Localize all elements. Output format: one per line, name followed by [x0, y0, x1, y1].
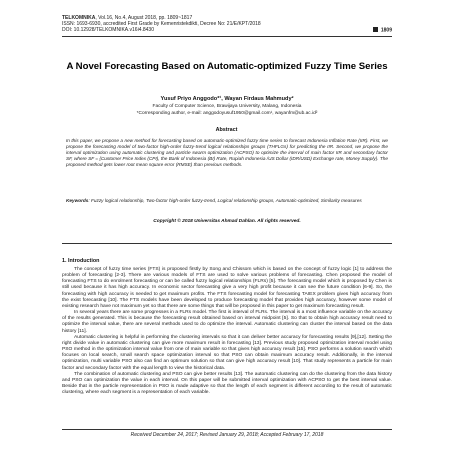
page-number — [373, 27, 392, 34]
affiliation: Faculty of Computer Science, Brawijaya University, Malang, Indonesia — [152, 104, 302, 109]
copyright-line: Copyright © 2018 Universitas Ahmad Dahlan. All rights reserved. — [153, 219, 301, 224]
correspondence: *Corresponding author, e-mail: anggodoyusuf1950@gmail.com¹, wayanfm@ub.ac.id² — [136, 111, 318, 116]
received-dates: Received December 24, 2017; Revised January 29, 2018; Accepted February 17, 2018 — [130, 432, 324, 438]
body-text — [62, 267, 392, 396]
doi-line: DOI: 10.12928/TELKOMNIKA.v16i4.8430 — [62, 27, 154, 34]
keywords-text: : Fuzzy logical relationship, Two-factor high-order fuzzy-trend, Logical relationship groups, Automatic-optimized, Similarity measures — [88, 198, 362, 203]
paper-title: A Novel Forecasting Based on Automatic-optimized Fuzzy Time Series — [66, 61, 388, 72]
paper-authors: Yusuf Priyo Anggodo*¹, Wayan Firdaus Mahmudy² — [160, 96, 294, 102]
keywords-label: Keywords — [66, 198, 89, 203]
journal-header — [62, 15, 392, 34]
page-number-text: 1809 — [380, 27, 392, 34]
doi-row — [62, 27, 392, 33]
paragraph: In several years there are some progresses in a FLRs model. The first is interval of FLRs. The interval is a most influence variable on the accuracy of the results generated. This is because the forecasting result obtained based on interval midpoint [5]. So that to obtain high accuracy result need to optimize the interval value, there are several methods used to do optimize the interval. Automatic clustering can cluster the interval based on the data history [11]. — [62, 310, 392, 334]
paragraph: Automatic clustering is helpful in performing the clustering intervals so that it can deliver better accuracy for forecasting results [9],[12]. Setting the right divide value in automatic clustering can give more maximum result in forecasting [13]. Previous study proposed optimization interval model using PSO method in the optimization interval value from one of main variable so that gives high accuracy result [15]. PSO performs a solution search which focuses on local search, small search space optimization interval so that PSO can obtain maximum accuracy result. Additionally, in the interval optimization, multi variable PSO also can find an optimum solution so that can give high accuracy result [10]. That study represents a particle for main factor and secondary factor with the equal length to view the historical data. — [62, 334, 392, 371]
journal-name: TELKOMNIKA — [62, 15, 96, 21]
paragraph: The combination of automatic clustering and PSO can give better results [13]. The automatic clustering can do the clustering from the data history and PSO can optimization the value in each interval. On this paper will be submitted interval optimization with ACPSO to get the best interval value. Beside that in the particle representation in PSO is made adaptive so that the length of each segment is different according to the result of automatic clustering, where each segment is a representation of each variable. — [62, 371, 392, 396]
abstract-heading: Abstract — [215, 127, 238, 133]
abstract-text: In this paper, we propose a new method for forecasting based on automatic-optimized fuzzy time series to forecast Indonesia Inflation Rate (IIR). First, we propose the forecasting model of two-factor high-order fuzzy-trend logical relationships groups (THFLGs) for predicting the IIR. Second, we propose the interval optimization using automatic clustering and particle swarm optimization (ACPSO) to optimize the interval of main factor IIR and secondary factor SF, where SF = {Customer Price Index (CPI), the Bank of Indonesia (BI) Rate, Rupiah Indonesia /US Dollar (IDR/USD) Exchange rate, Money Supply}. The proposed method gets lower root mean square error (RMSE) than previous methods. — [66, 138, 388, 168]
section-heading: 1. Introduction — [62, 258, 100, 264]
square-bullet-icon — [373, 27, 378, 32]
footer-rule — [62, 429, 392, 430]
section-rule — [62, 243, 392, 244]
volume-info: , Vol.16, No.4, August 2018, pp. 1809~1817 — [95, 15, 193, 21]
keywords — [66, 198, 388, 204]
header-rule — [62, 36, 392, 37]
paragraph: The concept of fuzzy time series (FTS) is proposed firstly by Song and Chissom which is based on the concept of fuzzy logic [1] to address the problem of forecasting [2-3]. There are various models of FTS are used to solve various problems of forecasting. Chen proposed the model of forecasting FTS to do enrolment forecasting or can be called fuzzy logical relationships (FLRs) [5]. The forecasting model which is proposed by Chen is still used because it has high accuracy. In economic sector forecasting give a very high profit because it can see the future condition [6-9]. So, the forecasting with high accuracy is needed to get maximum profits. The FTS forecasting model for forecasting TAIEX problem gives high accuracy from the exist forecasting [10]. The FTS models have been developed to produce forecasting model that provides high accuracy, however some model of existing research have not maximum yet so that there are some things that will be proposed in this paper to get maximum forecasting result. — [62, 267, 392, 309]
issn-line: ISSN: 1693-6930, accredited First Grade by Kemenristekdikti, Decree No: 21/E/KPT/2018 — [62, 21, 261, 28]
